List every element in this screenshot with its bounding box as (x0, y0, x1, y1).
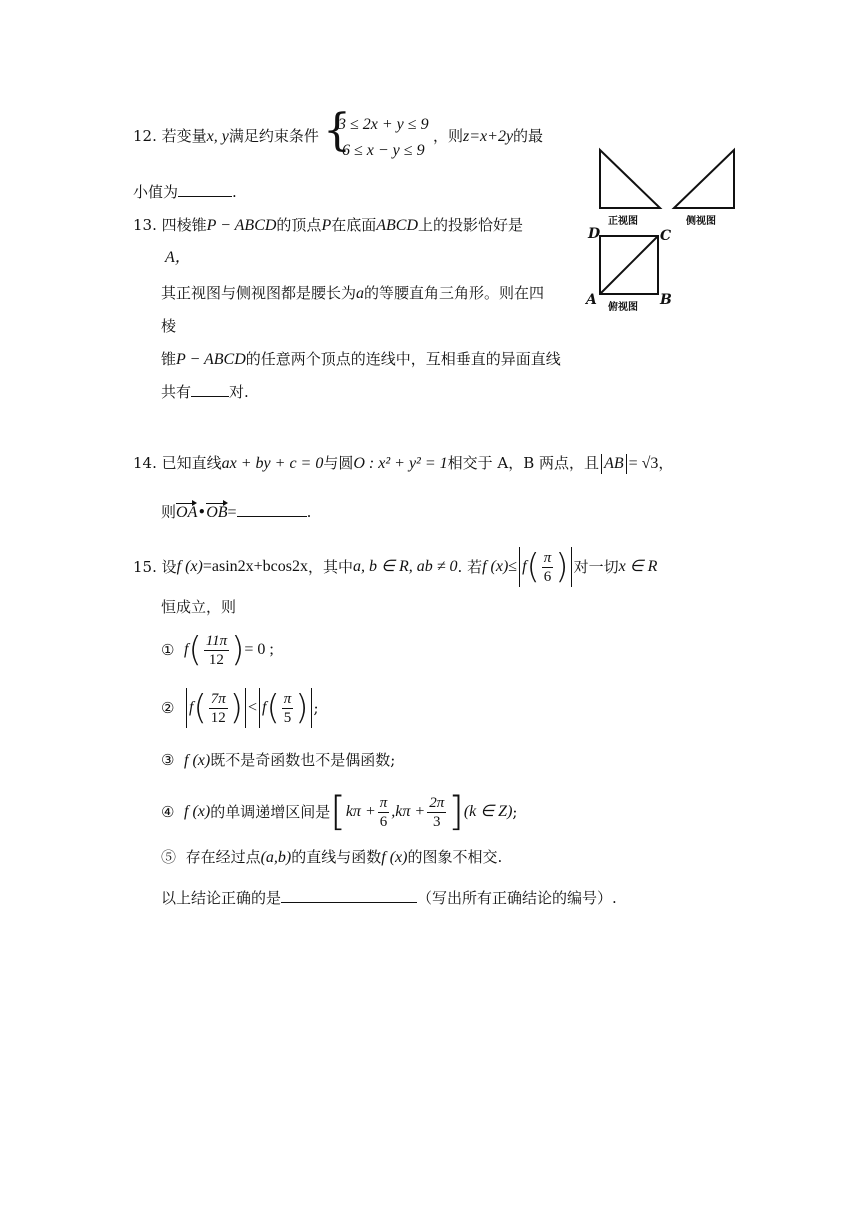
vertex-C: C (660, 228, 672, 244)
front-view-label: 正视图 (608, 216, 638, 227)
vertex-D: D (588, 226, 601, 242)
q15-number: 15. (133, 558, 157, 576)
q15-line2: 恒成立，则 (161, 598, 237, 616)
answer-blank (281, 888, 417, 903)
q12-objective: ，则z=x+2y的最 (433, 127, 544, 145)
option-5: ⑤ 存在经过点(a,b)的直线与函数f (x)的图象不相交. (161, 848, 503, 866)
q13-line1: 13. 四棱锥P − ABCD的顶点P在底面ABCD上的投影恰好是 (133, 216, 524, 234)
side-view-triangle (674, 150, 734, 208)
side-view-label: 侧视图 (686, 216, 716, 227)
q14-number: 14. (133, 454, 157, 472)
option-4: ④ f (x) 的单调递增区间是 [ kπ + $\frac{\pi}{6}$ ,kπ + $\frac{2\pi}{3}$ ] (k ∈ Z) ; (161, 789, 518, 835)
constraint-brace: { (323, 105, 351, 156)
option-3: ③ f (x)既不是奇函数也不是偶函数; (161, 751, 396, 769)
q13-line2: A， (165, 249, 191, 266)
vertex-B: B (660, 292, 672, 308)
top-view-label: 俯视图 (608, 302, 638, 313)
q12-line1: 12. 若变量x, y满足约束条件 (133, 127, 319, 145)
q12-ineq1: 3 ≤ 2x + y ≤ 9 (338, 116, 429, 133)
q12-line2: 小值为 . (133, 183, 237, 201)
q14-line2: 则OA•OB= . (161, 503, 312, 521)
q13-line6: 共有 对. (161, 383, 249, 401)
q12-number: 12. (133, 127, 157, 145)
q15-line1: 15. 设 f (x) =asin2x+bcos2x ，其中 a, b ∈ R, ab ≠ 0 . 若 f (x) ≤ f ( $\frac{\pi}{6}$ ) 对一切 x ∈ R (133, 547, 658, 587)
q13-line4: 棱 (161, 317, 177, 335)
q13-number: 13. (133, 216, 157, 234)
vector-OA: OA (176, 504, 198, 521)
top-view-diagonal (600, 236, 658, 294)
q14-line1: 14. 已知直线ax + by + c = 0与圆O : x² + y² = 1相交于 A，B 两点，且 AB = √3， (133, 454, 674, 472)
q15-conclusion: 以上结论正确的是 （写出所有正确结论的编号）. (161, 889, 617, 907)
answer-blank (237, 502, 307, 517)
option-1: ① f ( $\frac{11\pi}{12}$ ) = 0 ; (161, 630, 274, 670)
option-2: ② f ( $\frac{7\pi}{12}$ ) < f ( $\frac{\pi}{5}$ ) ; (161, 688, 319, 728)
q13-line5: 锥P − ABCD的任意两个顶点的连线中，互相垂直的异面直线 (161, 350, 561, 368)
front-view-triangle (600, 150, 660, 208)
answer-blank (191, 382, 229, 397)
vector-OB: OB (206, 504, 228, 521)
vertex-A: A (586, 292, 597, 308)
answer-blank (178, 182, 232, 197)
fraction: $\frac{\pi}{6}$ (543, 549, 552, 585)
q12-ineq2: 6 ≤ x − y ≤ 9 (342, 142, 425, 159)
q13-line3: 其正视图与侧视图都是腰长为a的等腰直角三角形。则在四 (161, 284, 545, 302)
